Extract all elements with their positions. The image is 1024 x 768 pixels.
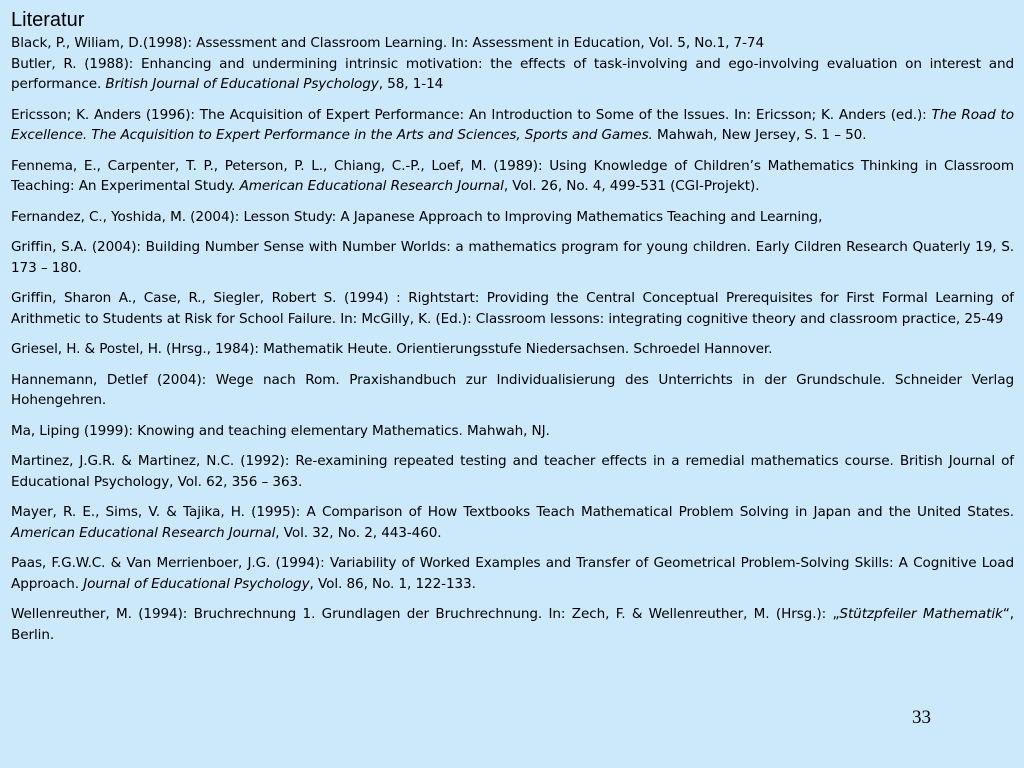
slide-title: Literatur <box>11 9 85 31</box>
reference-text: Mahwah, New Jersey, S. 1 – 50. <box>652 127 867 143</box>
slide-content <box>11 8 1014 655</box>
reference-text: Ma, Liping (1999): Knowing and teaching elementary Mathematics. Mahwah, NJ. <box>11 422 550 439</box>
reference-text: Ericsson; K. Anders (1996): The Acquisition of Expert Performance: An Introduction to Some of the Issues. In: Ericsson; K. Anders (ed.): <box>11 106 932 123</box>
reference-title-italic: Stützpfeiler Mathematik <box>839 606 1003 622</box>
reference-entry <box>11 604 1014 645</box>
reference-entry <box>11 370 1014 411</box>
reference-text: “, Berlin. <box>11 606 1014 643</box>
reference-entry <box>11 502 1014 543</box>
reference-list <box>11 33 1014 645</box>
reference-text: , 58, 1-14 <box>378 76 444 92</box>
reference-title-italic: The Road to Excellence. The Acquisition to Expert Performance in the Arts and Sciences, Sports and Games. <box>11 106 1014 143</box>
page-number: 33 <box>912 707 931 728</box>
reference-entry <box>11 339 1014 360</box>
reference-text: Fernandez, C., Yoshida, M. (2004): Lesson Study: A Japanese Approach to Improving Mathematics Teaching and Learning, <box>11 208 823 225</box>
reference-title-italic: British Journal of Educational Psychology <box>105 76 379 92</box>
reference-entry <box>11 421 1014 442</box>
reference-text: Black, P., Wiliam, D.(1998): Assessment and Classroom Learning. In: Assessment in Education, Vol. 5, No.1, 7-74 <box>11 35 765 51</box>
reference-text: Griesel, H. & Postel, H. (Hrsg., 1984): Mathematik Heute. Orientierungsstufe Niedersachsen. Schroedel Hannover. <box>11 341 773 357</box>
reference-entry <box>11 237 1014 278</box>
reference-text: Paas, F.G.W.C. & Van Merrienboer, J.G. (1994): Variability of Worked Examples and Transfer of Geometrical Problem-Solving Skills: A Cognitive Load Approach. <box>11 555 1014 592</box>
reference-text: , Vol. 26, No. 4, 499-531 (CGI-Projekt). <box>503 178 760 194</box>
reference-entry <box>11 288 1014 329</box>
reference-text: Mayer, R. E., Sims, V. & Tajika, H. (1995): A Comparison of How Textbooks Teach Mathematical Problem Solving in Japan and the United States. <box>11 504 1014 520</box>
reference-entry <box>11 156 1014 197</box>
reference-text: Griffin, S.A. (2004): Building Number Sense with Number Worlds: a mathematics program for young children. Early Cildren Research Quaterly 19, S. 173 – 180. <box>11 239 1014 276</box>
reference-entry <box>11 105 1014 146</box>
reference-text: Martinez, J.G.R. & Martinez, N.C. (1992): Re-examining repeated testing and teacher effects in a remedial mathematics course. British Journal of Educational Psychology, Vol. 62, 356 – 363. <box>11 453 1014 490</box>
reference-title-italic: Journal of Educational Psychology <box>83 575 310 592</box>
reference-entry <box>11 33 1014 54</box>
reference-text: , Vol. 86, No. 1, 122-133. <box>309 575 476 592</box>
reference-text: Fennema, E., Carpenter, T. P., Peterson, P. L., Chiang, C.-P., Loef, M. (1989): Using Knowledge of Children’s Mathematics Thinking in Classroom Teaching: An Experimental Study. <box>11 157 1014 194</box>
reference-entry <box>11 451 1014 492</box>
reference-title-italic: American Educational Research Journal <box>239 178 504 194</box>
reference-entry <box>11 553 1014 594</box>
reference-title-italic: American Educational Research Journal <box>11 524 276 541</box>
reference-text: Griffin, Sharon A., Case, R., Siegler, Robert S. (1994) : Rightstart: Providing the Central Conceptual Prerequisites for First Formal Learning of Arithmetic to Students at Risk for School Failure. In: McGilly, K. (Ed.): Classroom lessons: integrating cognitive theory and classroom practice, 25-49 <box>11 290 1014 327</box>
reference-text: Wellenreuther, M. (1994): Bruchrechnung 1. Grundlagen der Bruchrechnung. In: Zech, F. & Wellenreuther, M. (Hrsg.): „ <box>11 606 840 622</box>
reference-entry <box>11 54 1014 95</box>
reference-text: , Vol. 32, No. 2, 443-460. <box>275 524 442 541</box>
reference-text: Hannemann, Detlef (2004): Wege nach Rom. Praxishandbuch zur Individualisierung des Unterrichts in der Grundschule. Schneider Verlag Hohengehren. <box>11 371 1014 408</box>
reference-text: Butler, R. (1988): Enhancing and undermining intrinsic motivation: the effects of task-involving and ego-involving evaluation on interest and performance. <box>11 55 1014 92</box>
reference-entry <box>11 207 1014 228</box>
